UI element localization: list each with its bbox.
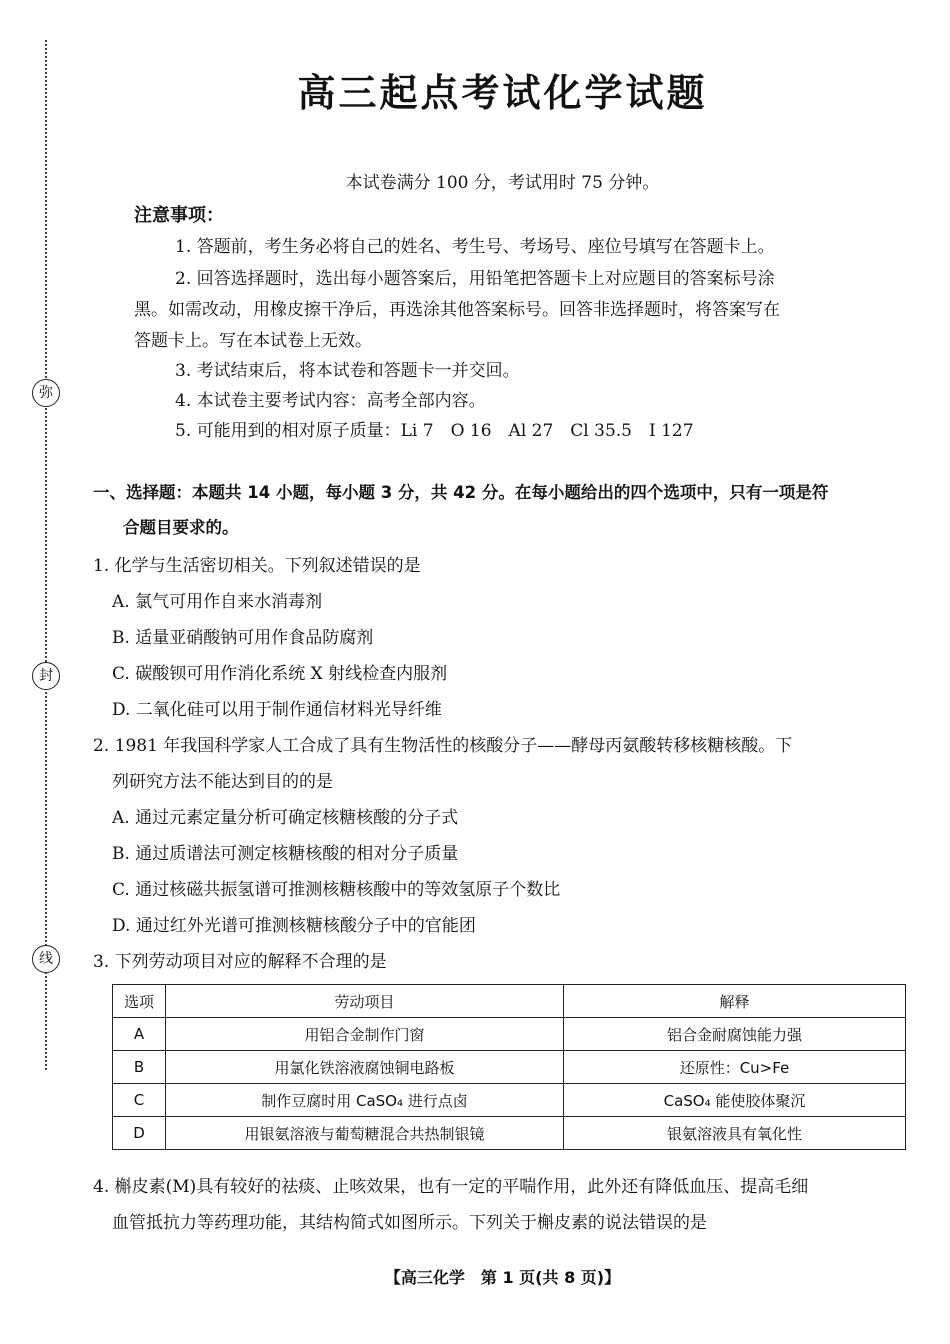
page-footer: 【高三化学 第 1 页(共 8 页)】: [384, 1268, 621, 1287]
exam-subtitle: 本试卷满分 100 分，考试用时 75 分钟。: [345, 173, 660, 193]
binding-dotted-line: [45, 40, 47, 1070]
q3-table-row: [113, 1117, 906, 1150]
q3-table-header-row: [113, 985, 906, 1018]
q3-header-option: 选项: [113, 985, 166, 1018]
section-heading-line-2: 合题目要求的。: [123, 518, 239, 537]
notice-line-6: 4. 本试卷主要考试内容：高考全部内容。: [175, 391, 486, 411]
notice-line-3: 黑。如需改动，用橡皮擦干净后，再选涂其他答案标号。回答非选择题时，将答案写在: [134, 300, 780, 320]
q3-cell-option: A: [113, 1018, 166, 1051]
q3-table-row: [113, 1018, 906, 1051]
q3-cell-labor: 用银氨溶液与葡萄糖混合共热制银镜: [166, 1117, 564, 1150]
q2-option-b: B. 通过质谱法可测定核糖核酸的相对分子质量: [112, 844, 459, 864]
notice-line-4: 答题卡上。写在本试卷上无效。: [134, 331, 372, 351]
q3-cell-explanation: 银氨溶液具有氧化性: [564, 1117, 906, 1150]
seal-char-mi: 弥: [32, 379, 60, 407]
q3-cell-explanation: CaSO₄ 能使胶体聚沉: [564, 1084, 906, 1117]
notice-line-7: 5. 可能用到的相对原子质量：Li 7 O 16 Al 27 Cl 35.5 I 127: [175, 421, 694, 441]
q3-header-labor: 劳动项目: [166, 985, 564, 1018]
q1-option-d: D. 二氧化硅可以用于制作通信材料光导纤维: [112, 700, 442, 720]
q1-stem: 1. 化学与生活密切相关。下列叙述错误的是: [93, 556, 421, 576]
q3-table-row: [113, 1084, 906, 1117]
q3-cell-explanation: 铝合金耐腐蚀能力强: [564, 1018, 906, 1051]
exam-title: 高三起点考试化学试题: [297, 71, 708, 115]
q2-option-a: A. 通过元素定量分析可确定核糖核酸的分子式: [112, 808, 459, 828]
q3-cell-labor: 用氯化铁溶液腐蚀铜电路板: [166, 1051, 564, 1084]
q3-cell-labor: 用铝合金制作门窗: [166, 1018, 564, 1051]
q3-cell-option: D: [113, 1117, 166, 1150]
q3-stem: 3. 下列劳动项目对应的解释不合理的是: [93, 952, 387, 972]
q3-table-row: [113, 1051, 906, 1084]
q1-option-a: A. 氯气可用作自来水消毒剂: [112, 592, 323, 612]
q3-cell-labor: 制作豆腐时用 CaSO₄ 进行点卤: [166, 1084, 564, 1117]
q3-cell-explanation: 还原性：Cu>Fe: [564, 1051, 906, 1084]
q3-header-explanation: 解释: [564, 985, 906, 1018]
q2-option-d: D. 通过红外光谱可推测核糖核酸分子中的官能团: [112, 916, 476, 936]
q1-option-c: C. 碳酸钡可用作消化系统 X 射线检查内服剂: [112, 664, 448, 684]
notice-line-2: 2. 回答选择题时，选出每小题答案后，用铅笔把答题卡上对应题目的答案标号涂: [175, 269, 775, 289]
notice-line-5: 3. 考试结束后，将本试卷和答题卡一并交回。: [175, 361, 520, 381]
q2-stem-line-2: 列研究方法不能达到目的的是: [112, 772, 333, 792]
q4-stem-line-1: 4. 槲皮素(M)具有较好的祛痰、止咳效果，也有一定的平喘作用，此外还有降低血压、提高毛细: [93, 1177, 809, 1197]
notice-heading: 注意事项：: [134, 205, 224, 226]
seal-char-xian: 线: [32, 945, 60, 973]
q2-option-c: C. 通过核磁共振氢谱可推测核糖核酸中的等效氢原子个数比: [112, 880, 561, 900]
q3-cell-option: C: [113, 1084, 166, 1117]
q2-stem-line-1: 2. 1981 年我国科学家人工合成了具有生物活性的核酸分子——酵母丙氨酸转移核糖核酸。下: [93, 736, 793, 756]
seal-char-feng: 封: [32, 662, 60, 690]
notice-line-1: 1. 答题前，考生务必将自己的姓名、考生号、考场号、座位号填写在答题卡上。: [175, 237, 775, 257]
q1-option-b: B. 适量亚硝酸钠可用作食品防腐剂: [112, 628, 374, 648]
q3-table: [112, 984, 906, 1150]
q3-cell-option: B: [113, 1051, 166, 1084]
section-heading-line-1: 一、选择题：本题共 14 小题，每小题 3 分，共 42 分。在每小题给出的四个选项中，只有一项是符: [93, 483, 829, 502]
q4-stem-line-2: 血管抵抗力等药理功能，其结构简式如图所示。下列关于槲皮素的说法错误的是: [112, 1213, 707, 1233]
